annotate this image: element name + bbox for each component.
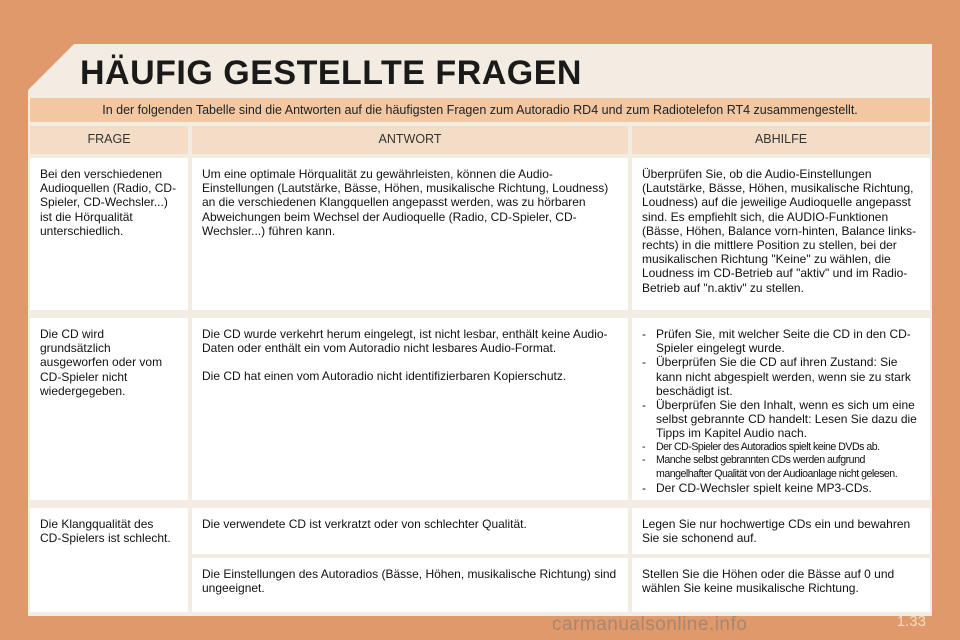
row1-abhilfe: Überprüfen Sie, ob die Audio-Einstellungen (Lautstärke, Bässe, Höhen, musikalische Richtung, Loudness) auf die jeweilige Audioquelle angepasst sind. Es empfiehlt sich, die AUDIO-Funktionen (Bässe, Höhen, Balance vorn-hinten, Balance links-rechts) in die mittlere Position zu stellen, bei der musikalischen Richtung "Keine" zu wählen, die Loudness im CD-Betrieb auf "aktiv" und im Radio-Betrieb auf "n.aktiv" zu stellen. xyxy=(632,158,930,310)
list-item: - Prüfen Sie, mit welcher Seite die CD in den CD-Spieler eingelegt wurde. xyxy=(642,327,920,355)
page-number: 1.33 xyxy=(896,613,926,630)
row2-abhilfe-list xyxy=(642,327,920,495)
row2-abhilfe xyxy=(632,318,930,500)
list-item: - Überprüfen Sie den Inhalt, wenn es sich um eine selbst gebrannte CD handelt: Lesen Sie dazu die Tipps im Kapitel Audio nach. xyxy=(642,398,920,441)
intro-text: In der folgenden Tabelle sind die Antworten auf die häufigsten Fragen zum Autoradio RD4 und zum Radiotelefon RT4 zusammengestellt. xyxy=(30,98,930,122)
row2-antwort-1: Die CD wurde verkehrt herum eingelegt, ist nicht lesbar, enthält keine Audio-Daten oder enthält ein vom Autoradio nicht lesbares Audio-Format. xyxy=(202,327,608,356)
list-item: - Der CD-Spieler des Autoradios spielt keine DVDs ab. xyxy=(642,441,920,455)
row3-abhilfe-b: Stellen Sie die Höhen oder die Bässe auf 0 und wählen Sie keine musikalische Richtung. xyxy=(632,558,930,612)
row2-antwort xyxy=(192,318,628,500)
row3-antwort-a: Die verwendete CD ist verkratzt oder von schlechter Qualität. xyxy=(192,508,628,554)
page-title: HÄUFIG GESTELLTE FRAGEN xyxy=(80,54,582,92)
row2-antwort-2: Die CD hat einen vom Autoradio nicht identifizierbaren Kopierschutz. xyxy=(202,369,567,384)
watermark: carmanualsonline.info xyxy=(552,614,748,635)
list-item: - Manche selbst gebrannten CDs werden aufgrund mangelhafter Qualität von der Audioanlage nicht gelesen. xyxy=(642,454,920,481)
list-item: - Der CD-Wechsler spielt keine MP3-CDs. xyxy=(642,481,920,495)
header-frage: FRAGE xyxy=(30,126,188,154)
row3-frage: Die Klangqualität des CD-Spielers ist schlecht. xyxy=(30,508,188,612)
header-abhilfe: ABHILFE xyxy=(632,126,930,154)
row3-abhilfe-a: Legen Sie nur hochwertige CDs ein und bewahren Sie sie schonend auf. xyxy=(632,508,930,554)
header-antwort: ANTWORT xyxy=(192,126,628,154)
list-item: - Überprüfen Sie die CD auf ihren Zustand: Sie kann nicht abgespielt werden, wenn sie zu stark beschädigt ist. xyxy=(642,355,920,398)
row1-frage: Bei den verschiedenen Audioquellen (Radio, CD-Spieler, CD-Wechsler...) ist die Hörqualität unterschiedlich. xyxy=(30,158,188,310)
row1-antwort: Um eine optimale Hörqualität zu gewährleisten, können die Audio-Einstellungen (Lautstärke, Bässe, Höhen, musikalische Richtung, Loudness) an die verschiedenen Klangquellen angepasst werden, was zu hörbaren Abweichungen beim Wechsel der Audioquelle (Radio, CD-Spieler, CD-Wechsler...) führen kann. xyxy=(192,158,628,310)
row2-frage: Die CD wird grundsätzlich ausgeworfen oder vom CD-Spieler nicht wiedergegeben. xyxy=(30,318,188,500)
row3-antwort-b: Die Einstellungen des Autoradios (Bässe, Höhen, musikalische Richtung) sind ungeeignet. xyxy=(192,558,628,612)
